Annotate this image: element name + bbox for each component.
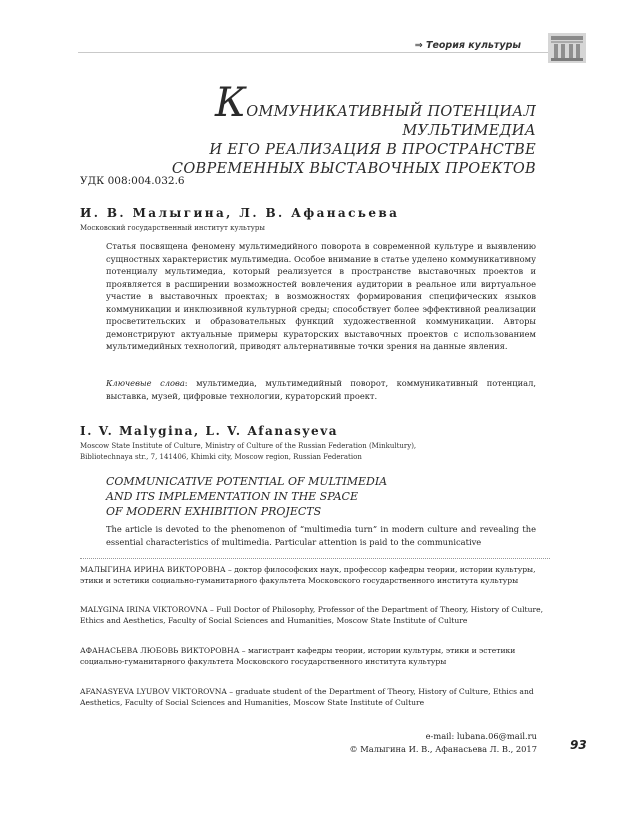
abstract-en: The article is devoted to the phenomenon of “multimedia turn” in modern culture and revealing the essential characteristics of multimedia. Particular attention is paid to the communicative [106, 524, 536, 547]
keywords-label: Ключевые слова [106, 378, 185, 388]
authors-en: I. V. Malygina, L. V. Afanasyeva [80, 424, 339, 438]
author-bio-ru-2: АФАНАСЬЕВА ЛЮБОВЬ ВИКТОРОВНА – магистрант кафедры теории, истории культуры, этики и эстетики социально-гуманитарного факультета Московского государственного института культуры [80, 646, 516, 667]
section-header [415, 40, 521, 51]
title-line-2: И ЕГО РЕАЛИЗАЦИЯ В ПРОСТРАНСТВЕ [209, 142, 536, 158]
copyright-line: © Малыгина И. В., Афанасьева Л. В., 2017 [349, 744, 537, 754]
section-arrow: ⇒ [414, 40, 423, 51]
keywords-list: : мультимедиа, мультимедийный поворот, коммуникативный потенциал, выставка, музей, цифровые технологии, кураторский проект. [106, 378, 536, 401]
author-email: e-mail: lubana.06@mail.ru [425, 731, 537, 741]
column-logo-icon [548, 33, 586, 63]
abstract-ru: Статья посвящена феномену мультимедийного поворота в современной культуре и выявлению сущностных характеристик мультимедиа. Особое внимание в статье уделено коммуникативному потенциалу мультимедиа, который реализуется в пространстве выставочных проектов и проявляется в расширении возможностей вовлечения аудитории в реальное или виртуальное участие в выставочных проектах; в возможностях формирования специфических языков коммуникации и инклюзивной культурной среды; способствует более эффективной реализации просветительских и образовательных функций художественной коммуникации. Авторы демонстрируют актуальные примеры кураторских выставочных проектов с использованием мультимедийных технологий, приводят альтернативные точки зрения на данные явления. [106, 241, 536, 351]
affiliation-en [80, 441, 550, 463]
title-initial: К [215, 80, 247, 126]
section-title: Теория культуры [425, 40, 521, 51]
title-en-line-1: COMMUNICATIVE POTENTIAL OF MULTIMEDIA [106, 475, 388, 488]
keywords-ru [106, 377, 536, 402]
affiliation-en-line-2: Bibliotechnaya str., 7, 141406, Khimki city, Moscow region, Russian Federation [80, 453, 362, 461]
title-en-line-2: AND ITS IMPLEMENTATION IN THE SPACE [106, 490, 359, 503]
dotted-separator [80, 558, 550, 559]
author-bio-en-2: AFANASYEVA LYUBOV VIKTOROVNA – graduate student of the Department of Theory, History of Culture, Ethics and Aesthetics, Faculty of Social Sciences and Humanities, Moscow State Institute of Culture [80, 687, 534, 708]
title-en-line-3: OF MODERN EXHIBITION PROJECTS [106, 505, 322, 518]
page-number: 93 [570, 738, 587, 752]
author-bio-ru-1: МАЛЫГИНА ИРИНА ВИКТОРОВНА – доктор философских наук, профессор кафедры теории, истории культуры, этики и эстетики социально-гуманитарного факультета Московского государственного института культуры [80, 565, 536, 586]
title-line-3: СОВРЕМЕННЫХ ВЫСТАВОЧНЫХ ПРОЕКТОВ [171, 161, 536, 177]
udk-code: УДК 008:004.032.6 [80, 175, 185, 187]
article-title-ru [90, 80, 536, 179]
affiliation-ru: Московский государственный институт культуры [80, 224, 265, 232]
author-bio-en-1: MALYGINA IRINA VIKTOROVNA – Full Doctor of Philosophy, Professor of the Department of Theory, History of Culture, Ethics and Aesthetics, Faculty of Social Sciences and Humanities, Moscow State Institute of Culture [80, 605, 543, 626]
title-line-1: ОММУНИКАТИВНЫЙ ПОТЕНЦИАЛ МУЛЬТИМЕДИА [246, 104, 536, 139]
header-rule [78, 52, 548, 53]
article-title-en [106, 474, 536, 519]
authors-ru: И. В. Малыгина, Л. В. Афанасьева [80, 206, 400, 220]
affiliation-en-line-1: Moscow State Institute of Culture, Ministry of Culture of the Russian Federation (Minkultury), [80, 442, 417, 450]
